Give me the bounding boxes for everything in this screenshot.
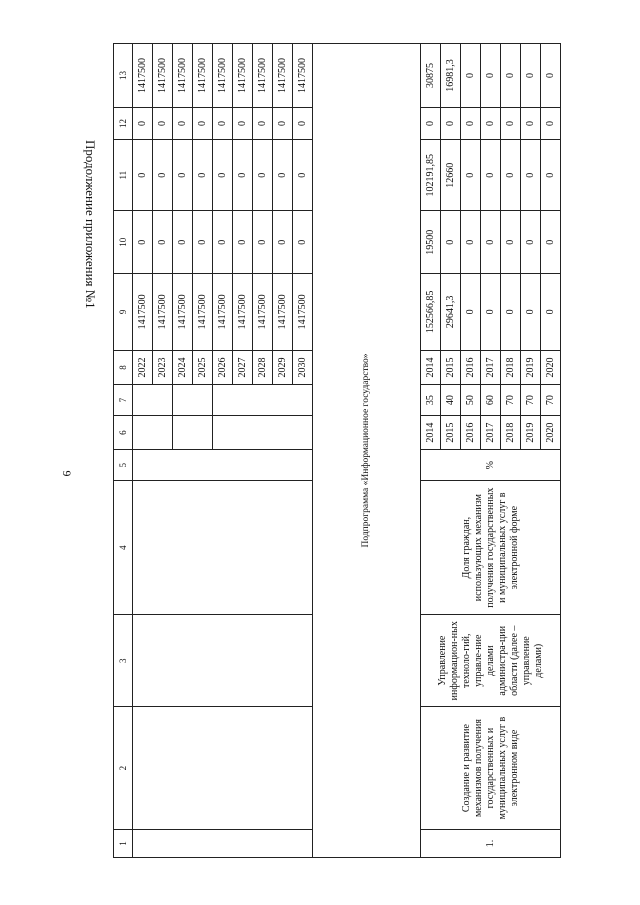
table-cell: 60: [481, 385, 501, 416]
table-cell: 1417500: [213, 274, 233, 351]
table-cell: [133, 481, 313, 615]
table-cell: 0: [173, 107, 193, 139]
table-cell: 2017: [481, 350, 501, 385]
table-cell: 50: [461, 385, 481, 416]
table-cell: 0: [501, 274, 521, 351]
table-cell: 0: [521, 139, 541, 211]
table-cell: 0: [253, 139, 273, 211]
table-cell: 1417500: [233, 274, 253, 351]
table-row: [421, 44, 441, 858]
program-table: [113, 43, 561, 858]
table-cell: 1417500: [193, 274, 213, 351]
table-cell: 0: [273, 139, 293, 211]
table-cell: 29641,3: [441, 274, 461, 351]
table-cell: 1417500: [173, 44, 193, 108]
table-cell: 0: [481, 107, 501, 139]
col-header: 11: [114, 139, 133, 211]
table-cell: 0: [541, 107, 561, 139]
table-cell: 0: [293, 139, 313, 211]
col-header: 13: [114, 44, 133, 108]
table-cell: 0: [253, 107, 273, 139]
table-cell: 0: [481, 139, 501, 211]
table-cell: 0: [541, 139, 561, 211]
table-cell: 0: [501, 211, 521, 274]
table-cell: 0: [481, 274, 501, 351]
table-cell: 0: [233, 139, 253, 211]
table-cell: 70: [541, 385, 561, 416]
col-header: 10: [114, 211, 133, 274]
table-cell: 2018: [501, 415, 521, 450]
table-cell: [133, 450, 313, 481]
table-cell: [133, 615, 313, 707]
table-cell: 0: [193, 107, 213, 139]
table-cell: 0: [521, 274, 541, 351]
table-cell: 0: [293, 211, 313, 274]
table-cell: 2016: [461, 350, 481, 385]
table-cell: 30875: [421, 44, 441, 108]
table-cell: 70: [501, 385, 521, 416]
table-cell: 1417500: [233, 44, 253, 108]
year-cell: 2026: [213, 350, 233, 385]
table-cell: 0: [461, 274, 481, 351]
page-number: 6: [59, 470, 74, 477]
table-cell: 0: [213, 211, 233, 274]
table-cell: 0: [153, 107, 173, 139]
table-cell: 0: [233, 107, 253, 139]
table-cell: 2017: [481, 415, 501, 450]
table-cell: 102191,85: [421, 139, 441, 211]
col-header: 1: [114, 829, 133, 857]
table-cell: 0: [193, 211, 213, 274]
table-cell: 0: [501, 44, 521, 108]
col-header: 8: [114, 350, 133, 385]
table-cell: 19500: [421, 211, 441, 274]
table-cell: [213, 415, 313, 450]
table-cell: [133, 415, 173, 450]
table-cell: 0: [461, 139, 481, 211]
year-cell: 2027: [233, 350, 253, 385]
appendix-title: Продолжение приложения №1: [83, 140, 98, 309]
table-cell: 70: [521, 385, 541, 416]
table-cell: 0: [461, 211, 481, 274]
executor: Управление информацион-ных техноло-гий, управле-ние делами администра-ции области (далее – управление делами): [421, 615, 561, 707]
table-cell: 0: [461, 107, 481, 139]
table-cell: [213, 385, 313, 416]
table-cell: 0: [521, 107, 541, 139]
table-cell: [133, 385, 173, 416]
col-header: 9: [114, 274, 133, 351]
year-cell: 2028: [253, 350, 273, 385]
col-header: 4: [114, 481, 133, 615]
table-cell: 0: [541, 274, 561, 351]
col-header: 12: [114, 107, 133, 139]
table-cell: 2019: [521, 415, 541, 450]
table-cell: 2019: [521, 350, 541, 385]
measure-name: Создание и развитие механизмов получения государственных и муниципальных услуг в электронном виде: [421, 707, 561, 830]
table-cell: 40: [441, 385, 461, 416]
table-cell: 0: [153, 211, 173, 274]
row-number: 1.: [421, 829, 561, 857]
table-cell: 2016: [461, 415, 481, 450]
table-cell: 0: [421, 107, 441, 139]
table-cell: 1417500: [173, 274, 193, 351]
year-cell: 2029: [273, 350, 293, 385]
table-cell: 0: [273, 107, 293, 139]
unit: %: [421, 450, 561, 481]
table-cell: 0: [541, 44, 561, 108]
table-cell: 0: [461, 44, 481, 108]
table-cell: 1417500: [153, 274, 173, 351]
table-cell: 0: [541, 211, 561, 274]
table-cell: 0: [521, 211, 541, 274]
table-cell: [133, 829, 313, 857]
table-cell: 1417500: [133, 44, 153, 108]
column-number-row: [114, 44, 133, 858]
table-cell: 0: [521, 44, 541, 108]
col-header: 7: [114, 385, 133, 416]
table-cell: 1417500: [193, 44, 213, 108]
table-cell: 0: [501, 139, 521, 211]
table-cell: 1417500: [273, 44, 293, 108]
table-cell: 35: [421, 385, 441, 416]
subprogram-row: [313, 44, 421, 858]
subprogram-title: Подпрограмма «Информационное государство»: [313, 44, 421, 858]
table-cell: 152566,85: [421, 274, 441, 351]
table-cell: 0: [133, 211, 153, 274]
table-row: [133, 44, 153, 858]
table-cell: 0: [293, 107, 313, 139]
col-header: 3: [114, 615, 133, 707]
year-cell: 2024: [173, 350, 193, 385]
table-wrapper: [113, 43, 561, 858]
table-cell: 0: [213, 107, 233, 139]
table-cell: 16981,3: [441, 44, 461, 108]
col-header: 6: [114, 415, 133, 450]
col-header: 5: [114, 450, 133, 481]
year-cell: 2025: [193, 350, 213, 385]
col-header: 2: [114, 707, 133, 830]
table-cell: 12660: [441, 139, 461, 211]
table-cell: 1417500: [153, 44, 173, 108]
table-cell: 0: [501, 107, 521, 139]
table-cell: 0: [153, 139, 173, 211]
table-cell: 2015: [441, 415, 461, 450]
year-cell: 2030: [293, 350, 313, 385]
table-cell: 0: [273, 211, 293, 274]
year-cell: 2022: [133, 350, 153, 385]
table-cell: 2018: [501, 350, 521, 385]
table-cell: 0: [133, 107, 153, 139]
table-cell: 2014: [421, 350, 441, 385]
table-cell: 2014: [421, 415, 441, 450]
table-cell: 0: [253, 211, 273, 274]
table-cell: 1417500: [273, 274, 293, 351]
table-cell: 1417500: [253, 44, 273, 108]
table-cell: 0: [173, 139, 193, 211]
table-cell: 2020: [541, 415, 561, 450]
indicator: Доля граждан, использующих механизм получения государственных и муниципальных услуг в электронной форме: [421, 481, 561, 615]
table-cell: 0: [441, 107, 461, 139]
table-cell: 2015: [441, 350, 461, 385]
table-cell: 0: [133, 139, 153, 211]
table-cell: 0: [481, 44, 501, 108]
table-cell: 1417500: [133, 274, 153, 351]
table-cell: 1417500: [293, 44, 313, 108]
table-cell: [173, 385, 213, 416]
table-cell: 1417500: [293, 274, 313, 351]
table-cell: 0: [173, 211, 193, 274]
table-cell: 0: [233, 211, 253, 274]
table-cell: 0: [481, 211, 501, 274]
table-cell: 0: [441, 211, 461, 274]
year-cell: 2023: [153, 350, 173, 385]
table-cell: [133, 707, 313, 830]
table-cell: 0: [213, 139, 233, 211]
table-cell: 1417500: [213, 44, 233, 108]
table-cell: 2020: [541, 350, 561, 385]
table-cell: 1417500: [253, 274, 273, 351]
table-cell: [173, 415, 213, 450]
table-cell: 0: [193, 139, 213, 211]
